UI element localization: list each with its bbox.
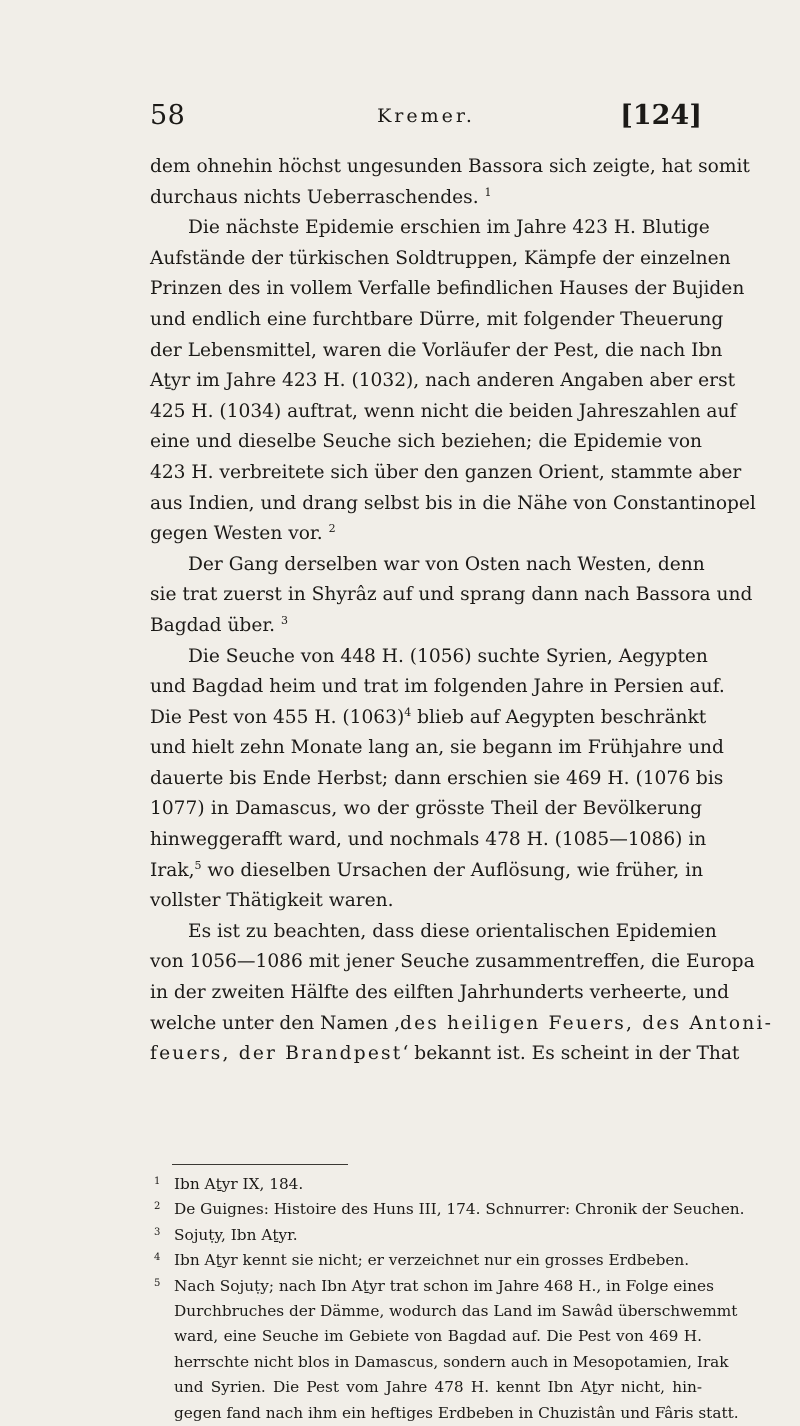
line-text: Die nächste Epidemie erschien im Jahre 423 H. Blutige <box>188 217 710 239</box>
text-line <box>150 856 702 887</box>
text-line <box>150 825 707 856</box>
text-line <box>150 611 702 642</box>
line-text: wo dieselben Ursachen der Auflösung, wie früher, in <box>201 859 704 881</box>
line-text: durchaus nichts Ueberraschendes. <box>150 186 485 208</box>
line-text: sie trat zuerst in Shyrâz auf und sprang dann nach Bassora und <box>150 584 753 606</box>
text-line <box>150 213 710 244</box>
line-text: von 1056—1086 mit jener Seuche zusammentreffen, die Europa <box>150 951 755 973</box>
text-line <box>150 1039 740 1070</box>
text-line <box>150 519 702 550</box>
text-line <box>150 580 753 611</box>
footnote: 3 Sojuṭy, Ibn Aṯyr. <box>154 1225 298 1244</box>
text-line <box>150 366 736 397</box>
footnote-text: Sojuṭy, Ibn Aṯyr. <box>174 1225 298 1244</box>
line-text: 425 H. (1034) auftrat, wenn nicht die beiden Jahreszahlen auf <box>150 400 737 422</box>
text-line <box>150 672 725 703</box>
line-text: Aufstände der türkischen Soldtruppen, Kämpfe der einzelnen <box>150 247 731 269</box>
text-line <box>150 733 724 764</box>
footnote-rule <box>172 1164 348 1165</box>
line-text: 423 H. verbreitete sich über den ganzen Orient, stammte aber <box>150 461 742 483</box>
text-line <box>150 244 731 275</box>
footnote-continuation: ward, eine Seuche im Gebiete von Bagdad auf. Die Pest von 469 H. <box>174 1327 702 1346</box>
footnote-continuation: Durchbruches der Dämme, wodurch das Land im Sawâd überschwemmt <box>174 1301 738 1320</box>
text-line <box>150 642 708 673</box>
line-text: vollster Thätigkeit waren. <box>150 890 394 912</box>
line-text: dauerte bis Ende Herbst; dann erschien sie 469 H. (1076 bis <box>150 767 724 789</box>
text-line <box>150 886 702 917</box>
line-text: Die Pest von 455 H. (1063) <box>150 706 405 728</box>
text-line <box>150 183 702 214</box>
footnote-text: De Guignes: Histoire des Huns III, 174. Schnurrer: Chronik der Seuchen. <box>174 1200 745 1219</box>
line-text: Bagdad über. <box>150 614 281 636</box>
text-line <box>150 274 745 305</box>
footnotes <box>150 1172 745 1426</box>
line-text: hinweggerafft ward, und nochmals 478 H. (1085—1086) in <box>150 829 707 851</box>
text-line <box>150 917 717 948</box>
line-text: Es ist zu beachten, dass diese orientalischen Epidemien <box>188 920 717 942</box>
text-line <box>150 152 750 183</box>
text-line <box>150 794 702 825</box>
line-text: Der Gang derselben war von Osten nach Westen, denn <box>188 553 705 575</box>
line-text: Die Seuche von 448 H. (1056) suchte Syrien, Aegypten <box>188 645 708 667</box>
letterspaced-text: feuers, der Brandpest <box>150 1043 403 1065</box>
page-number: 58 <box>150 100 186 131</box>
text-line <box>150 550 705 581</box>
footnote: 5 Nach Sojuṭy; nach Ibn Aṯyr trat schon im Jahre 468 H., in Folge eines <box>154 1276 714 1295</box>
line-text: Aṯyr im Jahre 423 H. (1032), nach anderen Angaben aber erst <box>150 370 736 392</box>
line-text: Irak, <box>150 859 195 881</box>
text-line <box>150 336 723 367</box>
running-head: Kremer. <box>377 105 475 127</box>
text-line <box>150 397 737 428</box>
line-text: und endlich eine furchtbare Dürre, mit folgender Theuerung <box>150 308 724 330</box>
text-line <box>150 305 724 336</box>
page-header <box>150 100 702 140</box>
text-line <box>150 1009 774 1040</box>
line-text: blieb auf Aegypten beschränkt <box>411 706 707 728</box>
footnote-text: Ibn Aṯyr IX, 184. <box>174 1175 304 1193</box>
footnote-continuation: herrschte nicht blos in Damascus, sondern auch in Mesopotamien, Irak <box>174 1352 729 1371</box>
line-text: der Lebensmittel, waren die Vorläufer der Pest, die nach Ibn <box>150 339 723 361</box>
line-text: in der zweiten Hälfte des eilften Jahrhunderts verheerte, und <box>150 982 730 1004</box>
footnote-marker: 5 <box>194 858 202 872</box>
body-text <box>150 152 774 1070</box>
footnote-marker: 4 <box>404 705 412 719</box>
footnote-marker: 3 <box>281 613 288 627</box>
text-line <box>150 489 756 520</box>
footnote: 1 Ibn Aṯyr IX, 184. <box>154 1175 304 1193</box>
line-text: gegen Westen vor. <box>150 523 329 545</box>
line-text: 1077) in Damascus, wo der grösste Theil der Bevölkerung <box>150 798 702 820</box>
letterspaced-text: des heiligen Feuers, des Antoni- <box>399 1012 774 1034</box>
line-text: eine und dieselbe Seuche sich beziehen; die Epidemie von <box>150 431 702 453</box>
footnote-text: Ibn Aṯyr kennt sie nicht; er verzeichnet nur ein grosses Erdbeben. <box>174 1251 690 1270</box>
line-text: aus Indien, und drang selbst bis in die Nähe von Constantinopel <box>150 492 756 514</box>
text-line <box>150 427 702 458</box>
footnote: 4 Ibn Aṯyr kennt sie nicht; er verzeichnet nur ein grosses Erdbeben. <box>154 1251 690 1270</box>
text-line <box>150 764 724 795</box>
footnote-marker: 1 <box>484 185 492 199</box>
footnote: 2 De Guignes: Histoire des Huns III, 174. Schnurrer: Chronik der Seuchen. <box>154 1200 745 1219</box>
original-page-number: [124] <box>620 100 702 131</box>
text-line <box>150 703 707 734</box>
line-text: ‘ bekannt ist. Es scheint in der That <box>402 1043 740 1065</box>
footnote-text: Nach Sojuṭy; nach Ibn Aṯyr trat schon im Jahre 468 H., in Folge eines <box>174 1276 714 1295</box>
footnote-continuation: gegen fand nach ihm ein heftiges Erdbeben in Chuzistân und Fâris statt. <box>174 1403 739 1422</box>
line-text: und hielt zehn Monate lang an, sie begann im Frühjahre und <box>150 737 724 759</box>
line-text: und Bagdad heim und trat im folgenden Jahre in Persien auf. <box>150 676 725 698</box>
footnote-continuation: und Syrien. Die Pest vom Jahre 478 H. kennt Ibn Aṯyr nicht, hin- <box>174 1378 702 1397</box>
text-line <box>150 458 742 489</box>
text-line <box>150 978 730 1009</box>
line-text: welche unter den Namen ‚ <box>150 1012 400 1034</box>
line-text: Prinzen des in vollem Verfalle befindlichen Hauses der Bujiden <box>150 278 745 300</box>
text-line <box>150 947 755 978</box>
footnote-marker: 2 <box>328 522 336 536</box>
line-text: dem ohnehin höchst ungesunden Bassora sich zeigte, hat somit <box>150 156 750 177</box>
